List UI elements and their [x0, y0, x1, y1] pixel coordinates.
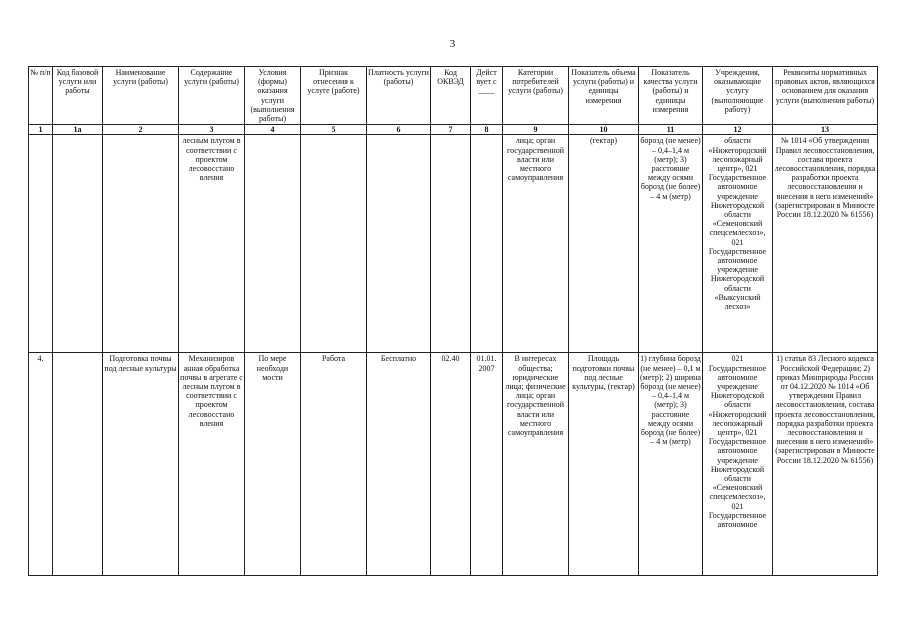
- cell-okved: [431, 135, 471, 353]
- cell-quality-indicator: борозд (не менее) – 0,4–1,4 м (метр); 3) расстояние между осями борозд (не более) – 4 м (метр): [639, 135, 703, 353]
- column-number: 7: [431, 125, 471, 135]
- header-row: [29, 67, 878, 125]
- header-cell: Код базовой услуги или работы: [53, 67, 103, 125]
- cell-number: [29, 135, 53, 353]
- cell-number: 4.: [29, 353, 53, 576]
- cell-base-code: [53, 353, 103, 576]
- header-cell: Наименование услуги (работы): [103, 67, 179, 125]
- cell-conditions: По мере необходи мости: [245, 353, 301, 576]
- column-number: 1: [29, 125, 53, 135]
- services-register-table: [28, 66, 878, 576]
- cell-volume-indicator: Площадь подготовки почвы под лесные культуры, (гектар): [569, 353, 639, 576]
- cell-institutions: области «Нижегородский лесопожарный центр», 021 Государственное автономное учреждение Нижегородской области «Семеновский спецсемлесхоз», 021 Государственное автономное учреждение Нижегородской области «Выксунский лесхоз»: [703, 135, 773, 353]
- header-cell: Учреждения, оказывающие услугу (выполняющие работу): [703, 67, 773, 125]
- cell-quality-indicator: 1) глубина борозд (не менее) – 0,1 м (метр); 2) ширина борозд (не менее) – 0,4–1,4 м (метр); 3) расстояние между осями борозд (не более) – 4 м (метр): [639, 353, 703, 576]
- cell-payment: [367, 135, 431, 353]
- cell-attribute: [301, 135, 367, 353]
- cell-base-code: [53, 135, 103, 353]
- cell-service-name: [103, 135, 179, 353]
- column-number: 4: [245, 125, 301, 135]
- header-cell: Дейст вует с ____: [471, 67, 503, 125]
- header-cell: Условия (формы) оказания услуги (выполнения работы): [245, 67, 301, 125]
- cell-valid-from: [471, 135, 503, 353]
- column-number: 6: [367, 125, 431, 135]
- cell-legal-acts: 1) статья 83 Лесного кодекса Российской Федерации; 2) приказ Минприроды России от 04.12.2020 № 1014 «Об утверждении Правил лесовосстановления, состава проекта лесовосстановления, порядка разработки проекта лесовосстановления и внесения в него изменений» (зарегистрирован в Минюсте России 18.12.2020 № 61556): [773, 353, 878, 576]
- header-cell: Реквизиты нормативных правовых актов, являющихся основанием для оказания услуги (выполнения работы): [773, 67, 878, 125]
- table-row-4: [29, 353, 878, 576]
- column-number: 12: [703, 125, 773, 135]
- header-cell: Код ОКВЭД: [431, 67, 471, 125]
- cell-service-content: Механизиров анная обработка почвы в агрегате с лесным плугом в соответствии с проектом лесовосстано вления: [179, 353, 245, 576]
- table-row-continuation: [29, 135, 878, 353]
- cell-service-content: лесным плугом в соответствии с проектом лесовосстано вления: [179, 135, 245, 353]
- cell-institutions: 021 Государственное автономное учреждение Нижегородской области «Нижегородский лесопожарный центр», 021 Государственное автономное учреждение Нижегородской области «Семеновский спецсемлесхоз», 021 Государственное автономное: [703, 353, 773, 576]
- column-number: 8: [471, 125, 503, 135]
- column-number: 1а: [53, 125, 103, 135]
- column-number-row: [29, 125, 878, 135]
- cell-conditions: [245, 135, 301, 353]
- header-cell: Признак отнесения к услуге (работе): [301, 67, 367, 125]
- column-number: 3: [179, 125, 245, 135]
- cell-legal-acts: № 1014 «Об утверждении Правил лесовосстановления, состава проекта лесовосстановления, порядка разработки проекта лесовосстановления и внесения в него изменений» (зарегистрирован в Минюсте России 18.12.2020 № 61556): [773, 135, 878, 353]
- cell-attribute: Работа: [301, 353, 367, 576]
- header-cell: Содержание услуги (работы): [179, 67, 245, 125]
- cell-okved: 02.40: [431, 353, 471, 576]
- cell-service-name: Подготовка почвы под лесные культуры: [103, 353, 179, 576]
- page-number: 3: [449, 38, 456, 50]
- cell-volume-indicator: (гектар): [569, 135, 639, 353]
- cell-valid-from: 01.01. 2007: [471, 353, 503, 576]
- column-number: 13: [773, 125, 878, 135]
- header-cell: Показатель качества услуги (работы) и единицы измерения: [639, 67, 703, 125]
- column-number: 2: [103, 125, 179, 135]
- header-cell: Категории потребителей услуги (работы): [503, 67, 569, 125]
- header-cell: № п/п: [29, 67, 53, 125]
- header-cell: Платность услуги (работы): [367, 67, 431, 125]
- column-number: 10: [569, 125, 639, 135]
- column-number: 11: [639, 125, 703, 135]
- column-number: 9: [503, 125, 569, 135]
- cell-consumers: лица; орган государственной власти или местного самоуправления: [503, 135, 569, 353]
- cell-payment: Бесплатно: [367, 353, 431, 576]
- cell-consumers: В интересах общества; юридические лица; физические лица; орган государственной власти или местного самоуправления: [503, 353, 569, 576]
- header-cell: Показатель объема услуги (работы) и единицы измерения: [569, 67, 639, 125]
- column-number: 5: [301, 125, 367, 135]
